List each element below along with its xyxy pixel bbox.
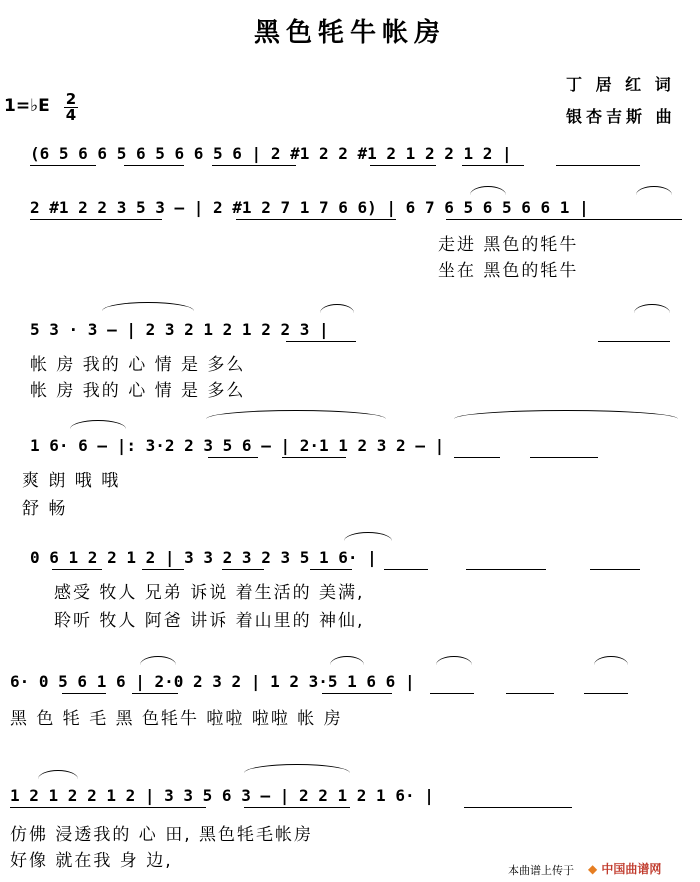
underline bbox=[142, 569, 184, 570]
slur bbox=[634, 304, 670, 313]
underline bbox=[384, 569, 428, 570]
slur bbox=[454, 410, 678, 419]
underline bbox=[62, 693, 106, 694]
underline bbox=[244, 807, 350, 808]
staff-row-5: 0 6 1 2 2 1 2 | 3 3 2 3 2 3 5 1 6· | bbox=[30, 548, 377, 567]
lyric-row-5-verse-1: 感受 牧人 兄弟 诉说 着生活的 美满, bbox=[54, 583, 365, 603]
slur bbox=[436, 656, 472, 665]
staff-row-3: 5 3 · 3 — | 2 3 2 1 2 1 2 2 3 | bbox=[30, 320, 329, 339]
staff-row-4: 1 6· 6 — |: 3·2 2 3 5 6 — | 2·1 1 2 3 2 — | bbox=[30, 436, 445, 455]
underline bbox=[370, 165, 436, 166]
staff-row-2: 2 #1 2 2 3 5 3 — | 2 #1 2 7 1 7 6 6) | 6 7 6 5 6 5 6 6 1 | bbox=[30, 198, 589, 217]
underline bbox=[598, 341, 670, 342]
underline bbox=[52, 569, 102, 570]
slur bbox=[636, 186, 672, 195]
key-signature: 1=♭E bbox=[4, 96, 50, 116]
slur bbox=[70, 420, 126, 429]
slur bbox=[244, 764, 350, 773]
site-logo bbox=[588, 860, 661, 877]
lyric-row-2-verse-2: 坐在 黑色的牦牛 bbox=[438, 261, 579, 281]
staff-row-6: 6· 0 5 6 1 6 | 2·0 2 3 2 | 1 2 3·5 1 6 6 | bbox=[10, 672, 415, 691]
underline bbox=[10, 807, 206, 808]
underline bbox=[584, 693, 628, 694]
underline bbox=[322, 693, 392, 694]
lyric-row-4-verse-1: 爽 朗 哦 哦 bbox=[22, 471, 121, 491]
underline bbox=[464, 807, 572, 808]
underline bbox=[556, 165, 640, 166]
upload-note: 本曲谱上传于 bbox=[508, 864, 574, 877]
underline bbox=[132, 693, 178, 694]
underline bbox=[124, 165, 184, 166]
lyric-row-7-verse-1: 仿佛 浸透我的 心 田, 黑色牦毛帐房 bbox=[10, 825, 314, 845]
slur bbox=[330, 656, 364, 665]
underline bbox=[310, 569, 352, 570]
time-top: 2 bbox=[65, 90, 77, 108]
underline bbox=[590, 569, 640, 570]
slur bbox=[102, 302, 194, 311]
slur bbox=[320, 304, 354, 313]
composer-credit: 银杏吉斯 曲 bbox=[566, 107, 676, 126]
lyric-row-3-verse-1: 帐 房 我的 心 情 是 多么 bbox=[30, 355, 246, 375]
underline bbox=[30, 165, 96, 166]
lyric-row-7-verse-2: 好像 就在我 身 边, bbox=[10, 851, 173, 871]
lyricist-credit: 丁 居 红 词 bbox=[566, 75, 675, 94]
underline bbox=[530, 457, 598, 458]
underline bbox=[208, 457, 258, 458]
song-title: 黑色牦牛帐房 bbox=[253, 18, 446, 48]
lyric-row-6-verse-1: 黑 色 牦 毛 黑 色牦牛 啦啦 啦啦 帐 房 bbox=[10, 709, 343, 729]
logo-icon: ◆ bbox=[588, 862, 598, 876]
underline bbox=[30, 219, 162, 220]
site-name: 中国曲谱网 bbox=[601, 862, 662, 876]
underline bbox=[282, 457, 346, 458]
slur bbox=[594, 656, 628, 665]
slur bbox=[206, 410, 386, 419]
lyric-row-3-verse-2: 帐 房 我的 心 情 是 多么 bbox=[30, 381, 246, 401]
staff-row-1: (6 5 6 6 5 6 5 6 6 5 6 | 2 #1 2 2 #1 2 1 2 2 1 2 | bbox=[30, 144, 512, 163]
time-bottom: 4 bbox=[65, 106, 77, 124]
underline bbox=[446, 219, 682, 220]
lyric-row-2-verse-1: 走进 黑色的牦牛 bbox=[438, 235, 579, 255]
slur bbox=[344, 532, 392, 541]
underline bbox=[212, 165, 296, 166]
lyric-row-4-verse-2: 舒 畅 bbox=[22, 499, 68, 519]
underline bbox=[462, 165, 524, 166]
underline bbox=[236, 219, 396, 220]
underline bbox=[466, 569, 546, 570]
lyric-row-5-verse-2: 聆听 牧人 阿爸 讲诉 着山里的 神仙, bbox=[54, 611, 365, 631]
slur bbox=[470, 186, 506, 195]
slur bbox=[140, 656, 176, 665]
time-signature bbox=[64, 92, 78, 123]
underline bbox=[454, 457, 500, 458]
underline bbox=[506, 693, 554, 694]
underline bbox=[430, 693, 474, 694]
underline bbox=[286, 341, 356, 342]
staff-row-7: 1 2 1 2 2 1 2 | 3 3 5 6 3 — | 2 2 1 2 1 6· | bbox=[10, 786, 434, 805]
slur bbox=[38, 770, 78, 779]
underline bbox=[222, 569, 264, 570]
